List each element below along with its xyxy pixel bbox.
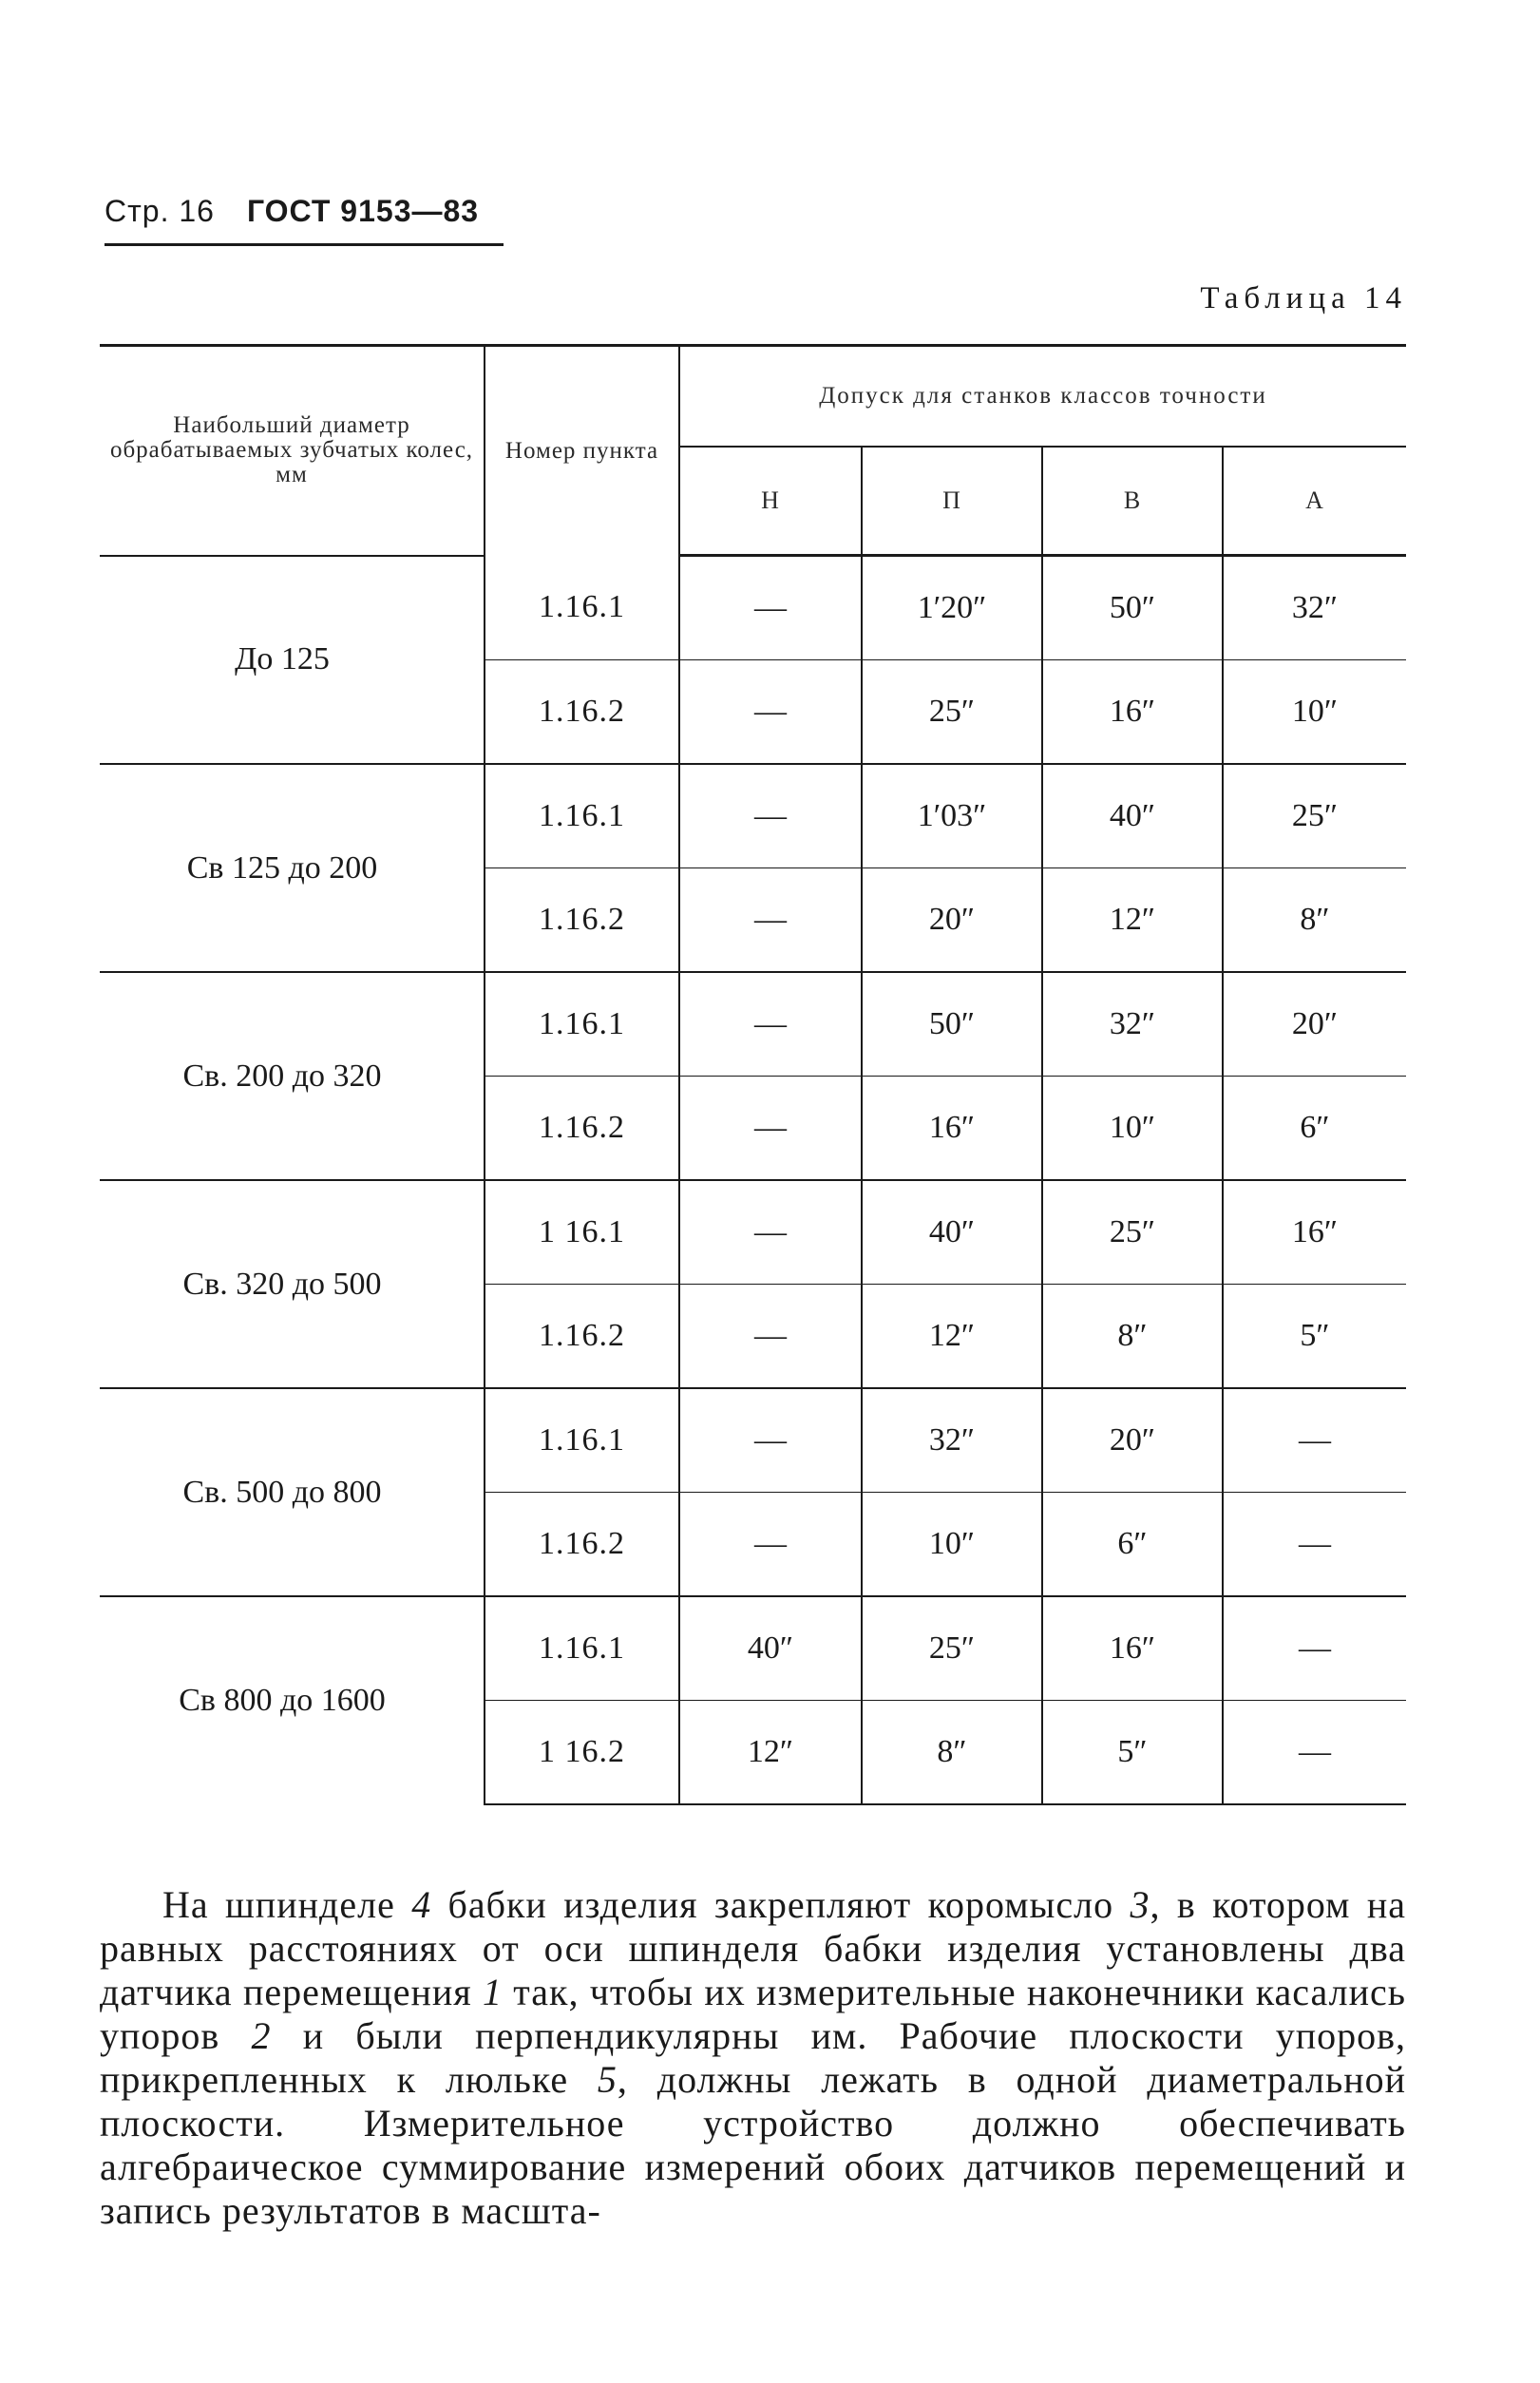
page-number: Стр. 16 xyxy=(105,194,215,228)
tolerance-value-cell: 8″ xyxy=(1042,1285,1223,1389)
header-item-number: Номер пункта xyxy=(485,346,679,556)
header-class-p: П xyxy=(862,447,1042,556)
tolerance-value-cell: — xyxy=(679,1285,862,1389)
diameter-range-label: До 125 xyxy=(235,641,330,677)
item-number-cell: 1 16.2 xyxy=(485,1701,679,1805)
tolerance-value-cell: — xyxy=(679,868,862,973)
diameter-range-cell xyxy=(100,1180,485,1388)
tolerance-value-cell: — xyxy=(1223,1701,1406,1805)
diameter-range-label: Св 125 до 200 xyxy=(186,849,378,886)
reference-number: 3 xyxy=(1130,1883,1150,1926)
item-number-cell: 1.16.1 xyxy=(485,972,679,1077)
tolerance-value-cell: 12″ xyxy=(679,1701,862,1805)
tolerance-value-cell: 16″ xyxy=(1042,1596,1223,1701)
tolerance-value-cell: 25″ xyxy=(862,1596,1042,1701)
item-number-cell: 1.16.1 xyxy=(485,764,679,868)
tolerance-table xyxy=(100,344,1406,1805)
diameter-range-cell xyxy=(100,1596,485,1804)
reference-number: 2 xyxy=(251,2014,272,2057)
tolerance-value-cell: 40″ xyxy=(1042,764,1223,868)
item-number-cell: 1.16.2 xyxy=(485,1285,679,1389)
tolerance-value-cell: — xyxy=(679,1077,862,1181)
tolerance-value-cell: 25″ xyxy=(1223,764,1406,868)
tolerance-value-cell: 16″ xyxy=(1042,660,1223,765)
header-class-n: Н xyxy=(679,447,862,556)
tolerance-value-cell: 32″ xyxy=(1042,972,1223,1077)
item-number-cell: 1.16.2 xyxy=(485,660,679,765)
paragraph-text: бабки изделия закрепляют коромысло xyxy=(431,1883,1131,1926)
paragraph-text: , должны лежать в одной диаметральной плоскости. Измерительное устройство должно обеспечивать алгебраическое суммирование измерений обоих датчиков перемещений и запись результатов в масшта- xyxy=(100,2058,1407,2232)
table-header-row xyxy=(100,346,1406,448)
tolerance-value-cell: 5″ xyxy=(1223,1285,1406,1389)
item-number-cell: 1.16.2 xyxy=(485,1077,679,1181)
table-row xyxy=(100,764,1406,868)
tolerance-value-cell: — xyxy=(1223,1388,1406,1493)
item-number-cell: 1 16.1 xyxy=(485,1180,679,1285)
tolerance-value-cell: 1′20″ xyxy=(862,556,1042,660)
header-rule xyxy=(105,243,504,246)
tolerance-value-cell: — xyxy=(679,1493,862,1597)
tolerance-value-cell: 10″ xyxy=(1223,660,1406,765)
diameter-range-cell xyxy=(100,972,485,1180)
tolerance-value-cell: 25″ xyxy=(862,660,1042,765)
tolerance-value-cell: 6″ xyxy=(1223,1077,1406,1181)
table-row xyxy=(100,556,1406,660)
tolerance-value-cell: 25″ xyxy=(1042,1180,1223,1285)
tolerance-value-cell: — xyxy=(1223,1493,1406,1597)
page-header xyxy=(105,194,479,229)
tolerance-value-cell: 50″ xyxy=(1042,556,1223,660)
tolerance-value-cell: 50″ xyxy=(862,972,1042,1077)
tolerance-value-cell: 10″ xyxy=(1042,1077,1223,1181)
table-row xyxy=(100,1596,1406,1701)
header-diameter: Наибольший диаметр обрабатываемых зубчатых колес, мм xyxy=(100,346,485,556)
tolerance-value-cell: 12″ xyxy=(1042,868,1223,973)
tolerance-value-cell: — xyxy=(679,1180,862,1285)
header-tolerance-group: Допуск для станков классов точности xyxy=(679,346,1406,448)
header-class-v: В xyxy=(1042,447,1223,556)
body-paragraph xyxy=(100,1883,1406,2233)
diameter-range-cell xyxy=(100,764,485,972)
paragraph-text: На шпинделе xyxy=(162,1883,412,1926)
diameter-range-label: Св. 200 до 320 xyxy=(182,1058,382,1094)
table-row xyxy=(100,972,1406,1077)
item-number-cell: 1.16.1 xyxy=(485,1596,679,1701)
tolerance-value-cell: 20″ xyxy=(862,868,1042,973)
diameter-range-cell xyxy=(100,556,485,765)
tolerance-value-cell: 1′03″ xyxy=(862,764,1042,868)
tolerance-value-cell: 20″ xyxy=(1223,972,1406,1077)
reference-number: 1 xyxy=(483,1971,503,2013)
tolerance-value-cell: 6″ xyxy=(1042,1493,1223,1597)
tolerance-value-cell: 8″ xyxy=(1223,868,1406,973)
item-number-cell: 1.16.1 xyxy=(485,556,679,660)
table-row xyxy=(100,1388,1406,1493)
tolerance-value-cell: — xyxy=(679,764,862,868)
table-row xyxy=(100,1180,1406,1285)
tolerance-value-cell: — xyxy=(679,972,862,1077)
tolerance-value-cell: 32″ xyxy=(1223,556,1406,660)
tolerance-value-cell: — xyxy=(679,556,862,660)
tolerance-value-cell: 40″ xyxy=(862,1180,1042,1285)
paragraph-text: , в котором на равных расстояниях от оси шпинделя бабки изделия установлены два датчика перемещения xyxy=(100,1883,1406,2013)
reference-number: 5 xyxy=(597,2058,618,2101)
tolerance-value-cell: — xyxy=(679,1388,862,1493)
tolerance-value-cell: 8″ xyxy=(862,1701,1042,1805)
diameter-range-label: Св. 500 до 800 xyxy=(182,1474,382,1510)
table-body xyxy=(100,556,1406,1805)
tolerance-value-cell: 20″ xyxy=(1042,1388,1223,1493)
tolerance-value-cell: — xyxy=(1223,1596,1406,1701)
diameter-range-cell xyxy=(100,1388,485,1596)
tolerance-value-cell: 5″ xyxy=(1042,1701,1223,1805)
tolerance-value-cell: 40″ xyxy=(679,1596,862,1701)
tolerance-value-cell: 10″ xyxy=(862,1493,1042,1597)
tolerance-table-container xyxy=(100,344,1406,1805)
tolerance-value-cell: 12″ xyxy=(862,1285,1042,1389)
table-caption: Таблица 14 xyxy=(1200,281,1407,315)
paragraph-text: и были перпендикулярны им. Рабочие плоскости упоров, прикрепленных к люльке xyxy=(100,2014,1407,2101)
header-class-a: А xyxy=(1223,447,1406,556)
diameter-range-label: Св. 320 до 500 xyxy=(182,1266,382,1302)
item-number-cell: 1.16.1 xyxy=(485,1388,679,1493)
tolerance-value-cell: 16″ xyxy=(862,1077,1042,1181)
item-number-cell: 1.16.2 xyxy=(485,1493,679,1597)
diameter-range-label: Св 800 до 1600 xyxy=(179,1683,386,1718)
paragraph-text: так, чтобы их измерительные наконечники касались упоров xyxy=(100,1971,1407,2057)
standard-title: ГОСТ 9153—83 xyxy=(246,194,480,228)
reference-number: 4 xyxy=(411,1883,432,1926)
tolerance-value-cell: 32″ xyxy=(862,1388,1042,1493)
item-number-cell: 1.16.2 xyxy=(485,868,679,973)
tolerance-value-cell: 16″ xyxy=(1223,1180,1406,1285)
tolerance-value-cell: — xyxy=(679,660,862,765)
